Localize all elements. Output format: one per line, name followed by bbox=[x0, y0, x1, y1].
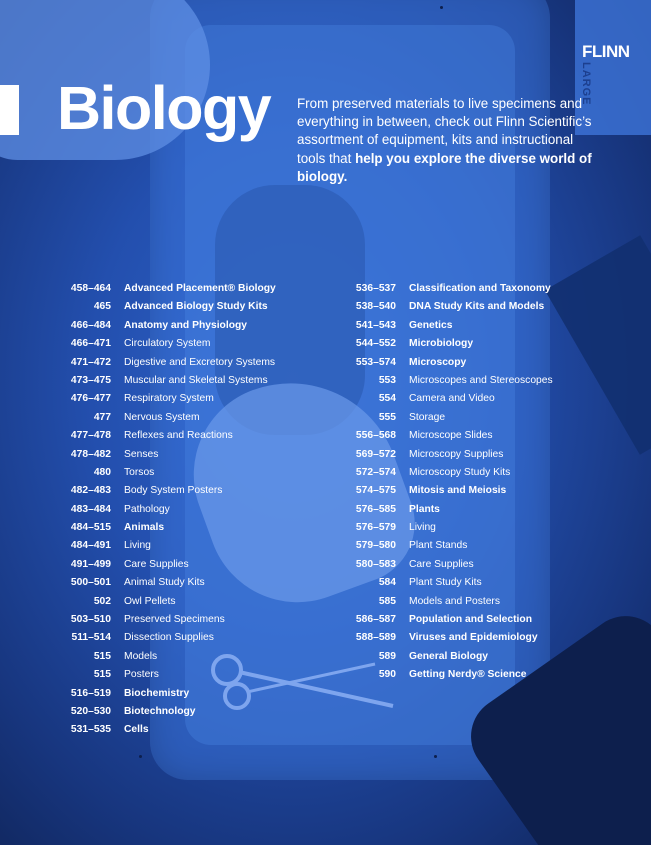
toc-entry bbox=[0, 522, 300, 540]
tray-screw bbox=[139, 755, 142, 758]
toc-page-range: 471–472 bbox=[70, 356, 111, 368]
toc-topic: Circulatory System bbox=[124, 338, 211, 350]
toc-entry bbox=[0, 485, 300, 503]
toc-entry bbox=[300, 412, 590, 430]
toc-page-range: 590 bbox=[378, 669, 396, 681]
toc-page-range: 482–483 bbox=[70, 485, 111, 497]
toc-entry bbox=[0, 614, 300, 632]
toc-topic: Senses bbox=[124, 448, 159, 460]
toc-page-range: 515 bbox=[93, 669, 111, 681]
toc-entry bbox=[0, 632, 300, 650]
toc-entry bbox=[300, 504, 590, 522]
toc-topic: Biotechnology bbox=[124, 705, 196, 717]
toc-topic: Living bbox=[124, 540, 151, 552]
toc-topic: DNA Study Kits and Models bbox=[409, 301, 545, 313]
toc-topic: Care Supplies bbox=[124, 558, 189, 570]
toc-page-range: 586–587 bbox=[355, 614, 396, 626]
toc-topic: Microscopy Study Kits bbox=[409, 466, 511, 478]
toc-entry bbox=[0, 669, 300, 687]
toc-page-range: 569–572 bbox=[355, 448, 396, 460]
toc-page-range: 585 bbox=[378, 595, 396, 607]
toc-topic: Microscopy Supplies bbox=[409, 448, 504, 460]
toc-entry bbox=[300, 320, 590, 338]
toc-page-range: 500–501 bbox=[70, 577, 111, 589]
toc-entry bbox=[300, 357, 590, 375]
table-of-contents-right bbox=[300, 283, 590, 688]
toc-topic: Storage bbox=[409, 411, 446, 423]
toc-topic: Plants bbox=[409, 503, 440, 515]
toc-entry bbox=[300, 632, 590, 650]
toc-entry bbox=[0, 357, 300, 375]
toc-entry bbox=[0, 301, 300, 319]
toc-entry bbox=[300, 430, 590, 448]
toc-topic: Preserved Specimens bbox=[124, 614, 225, 626]
toc-topic: Anatomy and Physiology bbox=[124, 319, 248, 331]
toc-topic: Models and Posters bbox=[409, 595, 501, 607]
toc-topic: Reflexes and Reactions bbox=[124, 430, 233, 442]
toc-entry bbox=[300, 540, 590, 558]
toc-topic: Care Supplies bbox=[409, 558, 474, 570]
toc-page-range: 511–514 bbox=[71, 632, 111, 644]
toc-entry bbox=[0, 559, 300, 577]
toc-topic: Getting Nerdy® Science bbox=[409, 669, 527, 681]
toc-topic: Microscopy bbox=[409, 356, 467, 368]
toc-topic: Classification and Taxonomy bbox=[409, 283, 551, 294]
intro-paragraph bbox=[297, 95, 597, 186]
toc-entry bbox=[0, 412, 300, 430]
toc-topic: Digestive and Excretory Systems bbox=[124, 356, 276, 368]
tray-screw bbox=[434, 755, 437, 758]
toc-topic: Microscope Slides bbox=[409, 430, 493, 442]
toc-entry bbox=[300, 449, 590, 467]
flinn-logo: FLINN bbox=[582, 42, 630, 61]
tray-screw bbox=[440, 6, 443, 9]
toc-topic: Nervous System bbox=[124, 411, 200, 423]
toc-topic: Genetics bbox=[409, 319, 453, 331]
toc-entry bbox=[0, 577, 300, 595]
page-title: Biology bbox=[57, 74, 271, 142]
toc-entry bbox=[0, 688, 300, 706]
toc-page-range: 484–491 bbox=[70, 540, 111, 552]
toc-page-range: 579–580 bbox=[355, 540, 396, 552]
toc-entry bbox=[300, 393, 590, 411]
toc-entry bbox=[0, 540, 300, 558]
toc-page-range: 588–589 bbox=[355, 632, 396, 644]
toc-page-range: 554 bbox=[378, 393, 396, 405]
toc-page-range: 544–552 bbox=[355, 338, 396, 350]
table-of-contents-left bbox=[0, 283, 300, 743]
toc-page-range: 473–475 bbox=[70, 374, 111, 386]
toc-entry bbox=[0, 430, 300, 448]
toc-page-range: 555 bbox=[378, 411, 396, 423]
toc-entry bbox=[300, 338, 590, 356]
specimen-box-label: LARGE bbox=[580, 62, 592, 106]
toc-topic: Viruses and Epidemiology bbox=[409, 632, 538, 644]
toc-page-range: 556–568 bbox=[355, 430, 396, 442]
toc-entry bbox=[0, 283, 300, 301]
section-marker-bar bbox=[0, 85, 19, 135]
toc-topic: Torsos bbox=[124, 466, 155, 478]
toc-entry bbox=[0, 467, 300, 485]
toc-topic: Advanced Biology Study Kits bbox=[124, 301, 268, 313]
toc-entry bbox=[0, 596, 300, 614]
intro-highlight: help you explore the diverse world of biology. bbox=[297, 150, 592, 184]
toc-topic: Mitosis and Meiosis bbox=[409, 485, 507, 497]
toc-page-range: 541–543 bbox=[355, 319, 396, 331]
toc-page-range: 458–464 bbox=[70, 283, 111, 294]
toc-page-range: 478–482 bbox=[70, 448, 111, 460]
toc-page-range: 466–484 bbox=[70, 319, 111, 331]
toc-topic: Pathology bbox=[124, 503, 170, 515]
toc-page-range: 466–471 bbox=[70, 338, 111, 350]
toc-entry bbox=[0, 320, 300, 338]
toc-page-range: 465 bbox=[93, 301, 111, 313]
toc-entry bbox=[0, 724, 300, 742]
toc-topic: Plant Study Kits bbox=[409, 577, 482, 589]
toc-topic: Cells bbox=[124, 724, 149, 736]
toc-page-range: 515 bbox=[93, 650, 111, 662]
toc-page-range: 576–579 bbox=[355, 522, 396, 534]
toc-topic: Biochemistry bbox=[124, 687, 190, 699]
toc-topic: Advanced Placement® Biology bbox=[124, 283, 276, 294]
toc-entry bbox=[0, 651, 300, 669]
toc-entry bbox=[0, 706, 300, 724]
toc-page-range: 574–575 bbox=[355, 485, 396, 497]
toc-entry bbox=[0, 449, 300, 467]
toc-page-range: 503–510 bbox=[70, 614, 111, 626]
toc-topic: Owl Pellets bbox=[124, 595, 176, 607]
toc-page-range: 516–519 bbox=[70, 687, 111, 699]
toc-page-range: 584 bbox=[378, 577, 396, 589]
toc-entry bbox=[300, 669, 590, 687]
toc-topic: Models bbox=[124, 650, 158, 662]
intro-text: From preserved materials to live specimens and everything in between, check out Flinn Scientific’s assortment of equipment, kits and instructional tools that bbox=[297, 96, 592, 166]
toc-page-range: 502 bbox=[93, 595, 111, 607]
toc-entry bbox=[300, 375, 590, 393]
toc-topic: Population and Selection bbox=[409, 614, 532, 626]
toc-entry bbox=[300, 614, 590, 632]
toc-topic: Muscular and Skeletal Systems bbox=[124, 374, 268, 386]
toc-entry bbox=[0, 504, 300, 522]
toc-page-range: 572–574 bbox=[355, 466, 396, 478]
toc-page-range: 477 bbox=[93, 411, 111, 423]
toc-topic: General Biology bbox=[409, 650, 488, 662]
toc-topic: Microbiology bbox=[409, 338, 474, 350]
toc-topic: Living bbox=[409, 522, 436, 534]
toc-page-range: 491–499 bbox=[70, 558, 111, 570]
toc-page-range: 538–540 bbox=[355, 301, 396, 313]
toc-topic: Microscopes and Stereoscopes bbox=[409, 374, 553, 386]
toc-page-range: 520–530 bbox=[70, 705, 111, 717]
toc-page-range: 580–583 bbox=[355, 558, 396, 570]
toc-entry bbox=[300, 559, 590, 577]
toc-topic: Plant Stands bbox=[409, 540, 468, 552]
toc-entry bbox=[300, 467, 590, 485]
toc-topic: Body System Posters bbox=[124, 485, 223, 497]
toc-entry bbox=[300, 301, 590, 319]
toc-page-range: 484–515 bbox=[70, 522, 111, 534]
toc-entry bbox=[0, 338, 300, 356]
toc-page-range: 476–477 bbox=[70, 393, 111, 405]
toc-topic: Dissection Supplies bbox=[124, 632, 214, 644]
toc-page-range: 576–585 bbox=[355, 503, 396, 515]
toc-page-range: 536–537 bbox=[355, 283, 396, 294]
toc-entry bbox=[0, 393, 300, 411]
toc-page-range: 589 bbox=[378, 650, 396, 662]
toc-entry bbox=[0, 375, 300, 393]
toc-topic: Camera and Video bbox=[409, 393, 495, 405]
toc-page-range: 531–535 bbox=[70, 724, 111, 736]
toc-page-range: 553–574 bbox=[355, 356, 396, 368]
toc-topic: Respiratory System bbox=[124, 393, 214, 405]
toc-page-range: 483–484 bbox=[70, 503, 111, 515]
toc-topic: Animals bbox=[124, 522, 165, 534]
toc-entry bbox=[300, 596, 590, 614]
toc-entry bbox=[300, 577, 590, 595]
toc-topic: Posters bbox=[124, 669, 159, 681]
toc-page-range: 553 bbox=[378, 374, 396, 386]
toc-topic: Animal Study Kits bbox=[124, 577, 205, 589]
toc-entry bbox=[300, 522, 590, 540]
toc-entry bbox=[300, 485, 590, 503]
toc-page-range: 477–478 bbox=[70, 430, 111, 442]
toc-entry bbox=[300, 283, 590, 301]
toc-entry bbox=[300, 651, 590, 669]
toc-page-range: 480 bbox=[93, 466, 111, 478]
